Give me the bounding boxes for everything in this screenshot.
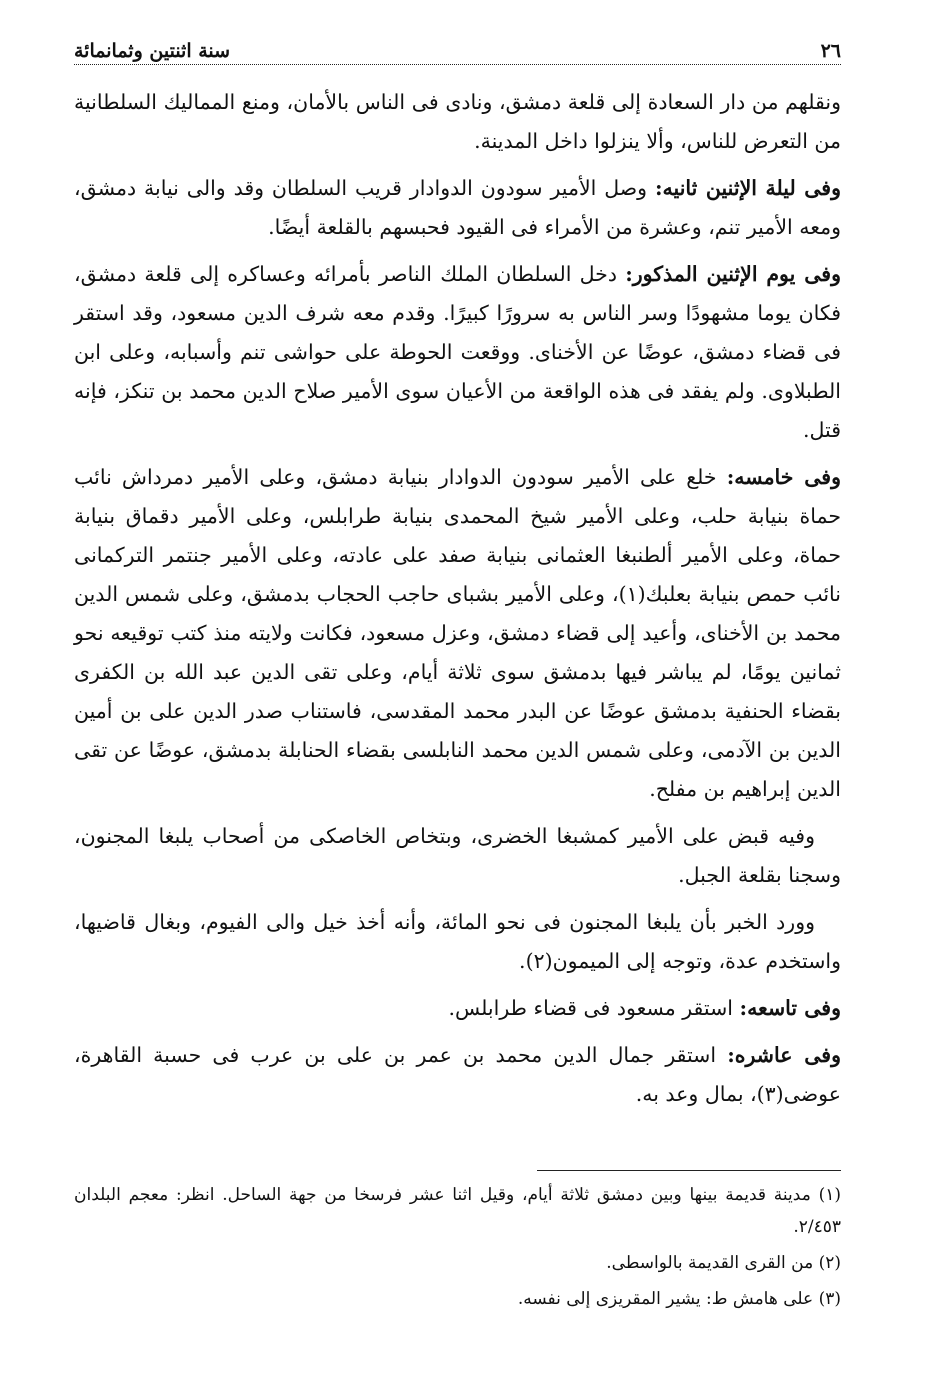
page-number: ٢٦ bbox=[815, 40, 841, 62]
paragraph bbox=[74, 1036, 841, 1114]
paragraph bbox=[74, 903, 841, 981]
main-text bbox=[74, 83, 841, 1114]
page bbox=[74, 38, 841, 1122]
paragraph bbox=[74, 83, 841, 161]
footnote: (٢) من القرى القديمة بالواسطى. bbox=[606, 1253, 841, 1273]
running-header bbox=[74, 38, 841, 65]
paragraph-text: ونقلهم من دار السعادة إلى قلعة دمشق، ونادى فى الناس بالأمان، ومنع المماليك السلطانية من التعرض للناس، وألا ينزلوا داخل المدينة. bbox=[74, 90, 841, 153]
paragraph-text: وصل الأمير سودون الدوادار قريب السلطان وقد والى نيابة دمشق، ومعه الأمير تنم، وعشرة من الأمراء فى القيود فحبسهم بالقلعة أيضًا. bbox=[74, 176, 841, 239]
paragraph-lead: وفى يوم الإثنين المذكور: bbox=[625, 262, 841, 286]
footnote-divider bbox=[537, 1170, 841, 1171]
paragraph bbox=[74, 169, 841, 247]
paragraph-lead: وفى خامسه: bbox=[726, 465, 842, 489]
paragraph-text: خلع على الأمير سودون الدوادار بنيابة دمشق، وعلى الأمير دمرداش نائب حماة بنيابة حلب، وعلى الأمير شيخ المحمدى بنيابة طرابلس، وعلى الأمير دقماق بنيابة حماة، وعلى الأمير ألطنبغا العثمانى بنيابة صفد على عادته، وعلى الأمير جنتمر التركمانى نائب حمص بنيابة بعلبك(١)، وعلى الأمير بشباى حاجب الحجاب بدمشق، وعلى شمس الدين محمد بن الأخناى، وأعيد إلى قضاء دمشق، وعزل مسعود، فكانت ولايته منذ كتب توقيعه نحو ثمانين يومًا، لم يباشر فيها بدمشق سوى ثلاثة أيام، وعلى تقى الدين عبد الله بن الكفرى بقضاء الحنفية بدمشق عوضًا عن البدر محمد المقدسى، فاستناب صدر الدين على بن أمين الدين بن الآدمى، وعلى شمس الدين محمد النابلسى بقضاء الحنابلة بدمشق، عوضًا عن تقى الدين إبراهيم بن مفلح. bbox=[74, 465, 842, 801]
footnote: (٣) على هامش ط: يشير المقريزى إلى نفسه. bbox=[517, 1289, 841, 1309]
paragraph bbox=[74, 817, 841, 895]
paragraph-text: وفيه قبض على الأمير كمشبغا الخضرى، وبتخاص الخاصكى من أصحاب يلبغا المجنون، وسجنا بقلعة الجبل. bbox=[74, 824, 841, 887]
paragraph-lead: وفى تاسعه: bbox=[739, 996, 841, 1020]
paragraph-lead: وفى عاشره: bbox=[727, 1043, 841, 1067]
paragraph bbox=[74, 989, 841, 1028]
paragraph-text: استقر مسعود فى قضاء طرابلس. bbox=[448, 996, 740, 1020]
paragraph bbox=[74, 458, 841, 809]
footnotes bbox=[74, 1170, 841, 1319]
paragraph-text: وورد الخبر بأن يلبغا المجنون فى نحو المائة، وأنه أخذ خيل والى الفيوم، وبغال قاضيها، واستخدم عدة، وتوجه إلى الميمون(٢). bbox=[74, 910, 841, 973]
paragraph-lead: وفى ليلة الإثنين ثانيه: bbox=[654, 176, 841, 200]
footnote: (١) مدينة قديمة بينها وبين دمشق ثلاثة أيام، وقيل اثنا عشر فرسخا من جهة الساحل. انظر: معجم البلدان ٢/٤٥٣. bbox=[74, 1185, 841, 1237]
paragraph-text: دخل السلطان الملك الناصر بأمرائه وعساكره إلى قلعة دمشق، فكان يوما مشهودًا وسر الناس به سرورًا كبيرًا. وقدم معه شرف الدين مسعود، وقد استقر فى قضاء دمشق، عوضًا عن الأخناى. ووقعت الحوطة على حواشى تنم وأسبابه، وعلى ابن الطبلاوى. ولم يفقد فى هذه الواقعة من الأعيان سوى الأمير صلاح الدين محمد بن تنكز، فإنه قتل. bbox=[74, 262, 841, 442]
paragraph-text: استقر جمال الدين محمد بن عمر بن على بن عرب فى حسبة القاهرة، عوضى(٣)، بمال وعد به. bbox=[74, 1043, 841, 1106]
paragraph bbox=[74, 255, 841, 450]
running-title: سنة اثنتين وثمانمائة bbox=[74, 40, 236, 62]
